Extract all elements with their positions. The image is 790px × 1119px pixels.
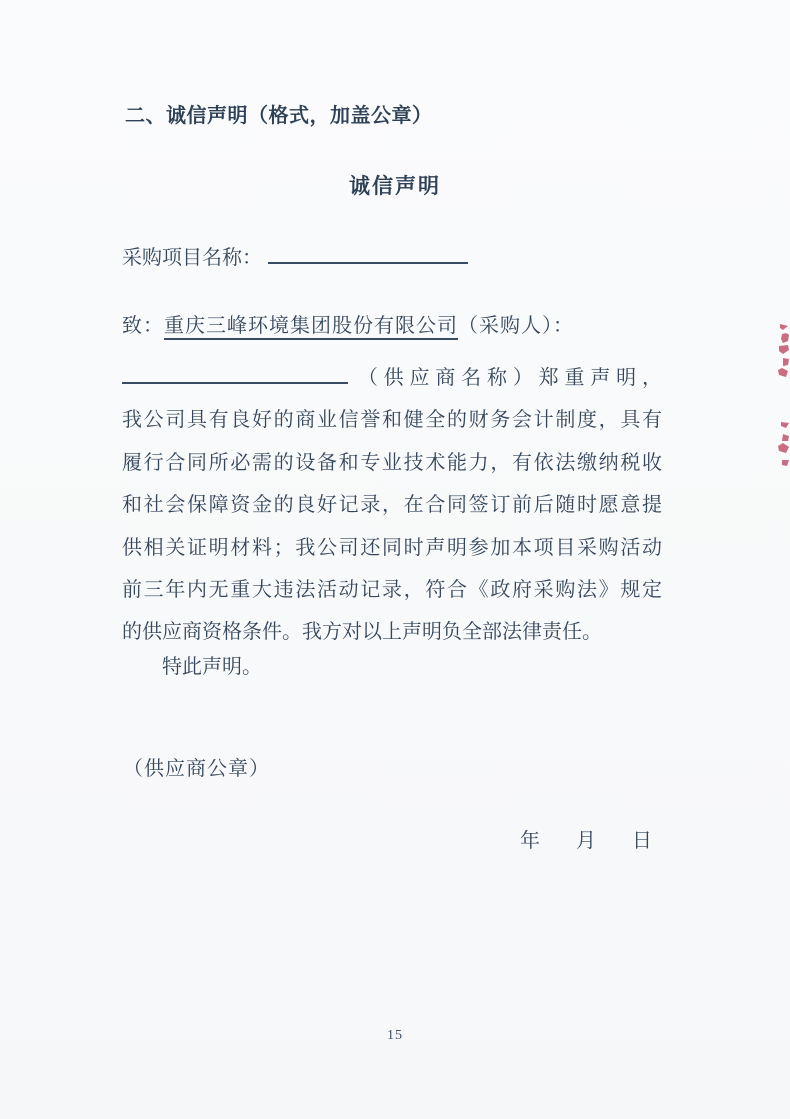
addressee-suffix: （采购人）： bbox=[458, 315, 574, 337]
section-title: 二、诚信声明（格式，加盖公章） bbox=[125, 105, 433, 127]
buyer-company-name: 重庆三峰环境集团股份有限公司 bbox=[164, 315, 458, 340]
declaration-line: 前三年内无重大违法活动记录，符合《政府采购法》规定 bbox=[122, 578, 662, 601]
declaration-line: 和社会保障资金的良好记录，在合同签订前后随时愿意提 bbox=[122, 494, 662, 517]
project-name-blank-field bbox=[268, 242, 468, 264]
project-name-line bbox=[122, 241, 468, 270]
supplier-name-blank-field bbox=[122, 362, 348, 384]
date-line bbox=[520, 824, 652, 853]
addressee-prefix: 致： bbox=[122, 315, 164, 337]
red-seal-edge-fragment-icon bbox=[770, 322, 790, 380]
declaration-body bbox=[122, 357, 662, 688]
document-heading: 诚信声明 bbox=[349, 174, 441, 198]
declaration-line: 我公司具有良好的商业信誉和健全的财务会计制度，具有 bbox=[122, 409, 662, 432]
declaration-line: 供相关证明材料；我公司还同时声明参加本项目采购活动 bbox=[122, 536, 662, 559]
date-day-label: 日 bbox=[632, 830, 652, 852]
red-seal-edge-fragment-icon bbox=[772, 418, 790, 470]
addressee-line bbox=[122, 309, 574, 338]
date-year-label: 年 bbox=[520, 830, 540, 852]
declaration-line: 履行合同所必需的设备和专业技术能力，有依法缴纳税收 bbox=[122, 451, 662, 474]
declaration-line: 的供应商资格条件。我方对以上声明负全部法律责任。 bbox=[122, 621, 602, 644]
supplier-seal-note: （供应商公章） bbox=[123, 758, 270, 780]
project-name-label: 采购项目名称： bbox=[122, 247, 262, 269]
declaration-closing: 特此声明。 bbox=[162, 655, 262, 678]
page-number: 15 bbox=[387, 1028, 403, 1043]
declaration-first-line bbox=[122, 357, 662, 399]
supplier-declare-text: （供应商名称）郑重声明， bbox=[352, 367, 662, 389]
date-month-label: 月 bbox=[576, 830, 596, 852]
